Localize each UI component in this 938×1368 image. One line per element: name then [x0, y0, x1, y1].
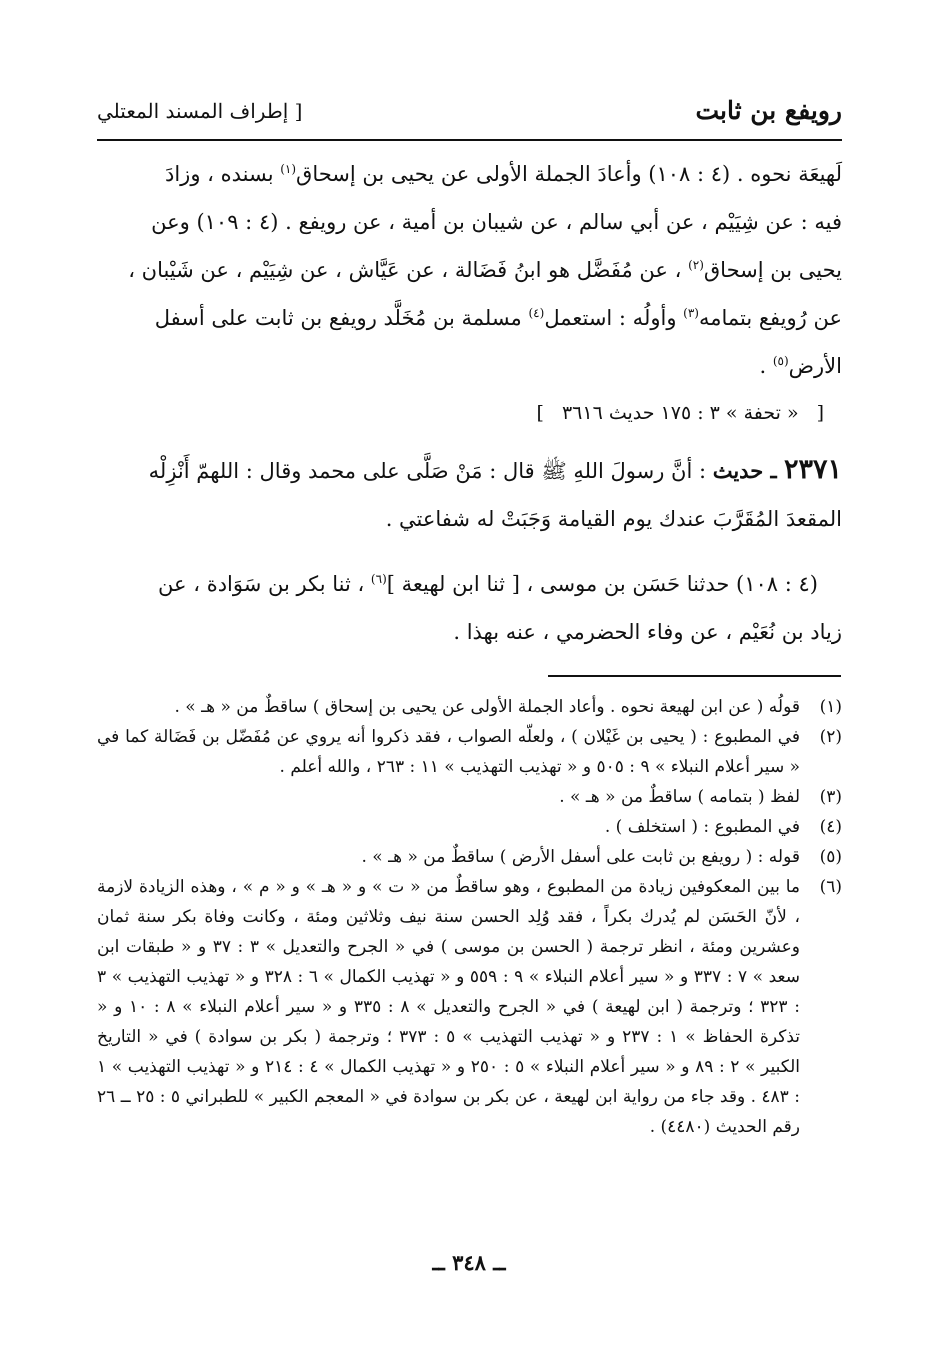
text-line: عن رُويفع بتمامه$^{(٣)}$ وأولُه : استعمل$^{(٤)}$ مسلمة بن مُخَلَّد رويفع بن ثابت على أسفل [154, 306, 842, 330]
footnote-text: في المطبوع : ( يحيى بن غَيْلان ) ، ولعلّه الصواب ، فقد ذكروا أنه يروي عن مُفَضّل بن فَضَالة كما في « سير أعلام النبلاء » ٩ : ٥٠٥ و « تهذيب التهذيب » ١١ : ٢٦٣ ، والله أعلم . [97, 727, 800, 777]
footnote-number: (٤) [819, 817, 842, 837]
header-book-title: [ إطراف المسند المعتلي [97, 99, 303, 123]
footnote [97, 842, 842, 872]
footnote-text: قوله : ( رويفع بن ثابت على أسفل الأرض ) ساقطٌ من « هـ » . [361, 847, 800, 867]
footnote-ref[interactable]: (٣) [683, 306, 699, 320]
tuhfa-reference: [« تحفة » ٣ : ١٧٥ حديث ٣٦١٦] [536, 402, 824, 424]
header-chapter-title: رويفع بن ثابت [695, 96, 842, 125]
hadith-line: المقعدَ المُقَرَّبَ عندك يوم القيامة وَجَبَتْ له شفاعتي . [385, 507, 842, 531]
footnote-ref[interactable]: (٤) [528, 306, 545, 320]
text-line: فيه : عن شِيَيْم ، عن أبي سالم ، عن شيبان بن أمية ، عن رويفع . (٤ : ١٠٩) وعن [151, 210, 842, 234]
footnote-number: (٥) [819, 847, 842, 867]
footnote-ref[interactable]: (٦) [370, 572, 387, 586]
isnad-paragraph [97, 560, 842, 656]
hadith-block [97, 446, 842, 543]
footnote-text: في المطبوع : ( استخلف ) . [604, 817, 800, 837]
text-line: (٤ : ١٠٨) حدثنا حَسَن بن موسى ، [ ثنا ابن لهيعة ]$^{(٦)}$ ، ثنا بكر بن سَوَادة ، عن [158, 572, 818, 596]
text-line: زياد بن نُعَيْم ، عن وفاء الحضرمي ، عنه بهذا . [453, 620, 842, 644]
reference-text: « تحفة » ٣ : ١٧٥ حديث ٣٦١٦ [561, 402, 799, 424]
footnote [97, 872, 842, 1142]
footnotes [97, 692, 842, 1142]
footnote [97, 782, 842, 812]
hadith-number: ٢٣٧١ [783, 454, 842, 485]
footnote [97, 722, 842, 782]
footnote-number: (٣) [819, 787, 842, 807]
hadith-line: ٢٣٧١ ـ حديث : أنَّ رسولَ اللهِ ﷺ قال : مَنْ صَلَّى على محمد وقال : اللهمّ أَنْزِلْه [148, 454, 842, 485]
footnote-number: (١) [819, 697, 842, 717]
footnote-separator [548, 675, 841, 677]
page-number: ــ ٣٤٨ ــ [432, 1250, 506, 1275]
footnote-ref[interactable]: (٥) [772, 354, 789, 368]
header-rule [97, 139, 842, 141]
footnote-text: لفظ ( بتمامه ) ساقطٌ من « هـ » . [559, 787, 800, 807]
footnote-text: ما بين المعكوفين زيادة من المطبوع ، وهو ساقطٌ من « ت » و « هـ » و « م » ، وهذه الزيادة لازمة ، لأنّ الحَسَن لم يُدرك بكراً ، فقد وُلِد الحسن سنة نيف وثلاثين ومئة ، وكانت وفاة بكر سنة ثمان وعشرين ومئة ، انظر ترجمة ( الحسن بن موسى ) في « الجرح والتعديل » ٣ : ٣٧ و « طبقات ابن سعد » ٧ : ٣٣٧ و « سير أعلام النبلاء » ٩ : ٥٥٩ و « تهذيب الكمال » ٦ : ٣٢٨ و « تهذيب التهذيب » ٣ : ٣٢٣ ؛ وترجمة ( ابن لهيعة ) في « الجرح والتعديل » ٨ : ٣٣٥ و « سير أعلام النبلاء » ٨ : ١٠ و « تذكرة الحفاظ » ١ : ٢٣٧ و « تهذيب التهذيب » ٥ : ٣٧٣ ؛ وترجمة ( بكر بن سوادة ) في « التاريخ الكبير » ٢ : ٨٩ و « سير أعلام النبلاء » ٥ : ٢٥٠ و « تهذيب الكمال » ٤ : ٢١٤ و « تهذيب التهذيب » ١ : ٤٨٣ . وقد جاء من رواية ابن لهيعة ، عن بكر بن سوادة في « المعجم الكبير » للطبراني ٥ : ٢٥ ــ ٢٦ رقم الحديث (٤٤٨٠) . [97, 877, 800, 1137]
hadith-keyword: حديث [712, 458, 764, 483]
paragraph-continuation [97, 150, 842, 390]
text-line: لَهيعَة نحوه . (٤ : ١٠٨) وأعادَ الجملة الأولى عن يحيى بن إسحاق$^{(١)}$ بسنده ، وزادَ [165, 162, 842, 186]
footnote-text: قولُه ( عن ابن لهيعة نحوه . وأعاد الجملة الأولى عن يحيى بن إسحاق ) ساقطٌ من « هـ » . [174, 697, 800, 717]
footnote-number: (٦) [819, 877, 842, 897]
footnote-number: (٢) [819, 727, 842, 747]
text-line: الأرض$^{(٥)}$ . [759, 354, 842, 378]
footnote [97, 812, 842, 842]
footnote-ref[interactable]: (٢) [688, 258, 704, 272]
footnote-ref[interactable]: (١) [280, 162, 297, 176]
running-header [97, 96, 842, 136]
text-line: يحيى بن إسحاق$^{(٢)}$ ، عن مُفَضَّل هو ابنُ فَضَالة ، عن عَيَّاش ، عن شِيَيْم ، عن شَيْبان ، [128, 258, 842, 282]
footnote [97, 692, 842, 722]
